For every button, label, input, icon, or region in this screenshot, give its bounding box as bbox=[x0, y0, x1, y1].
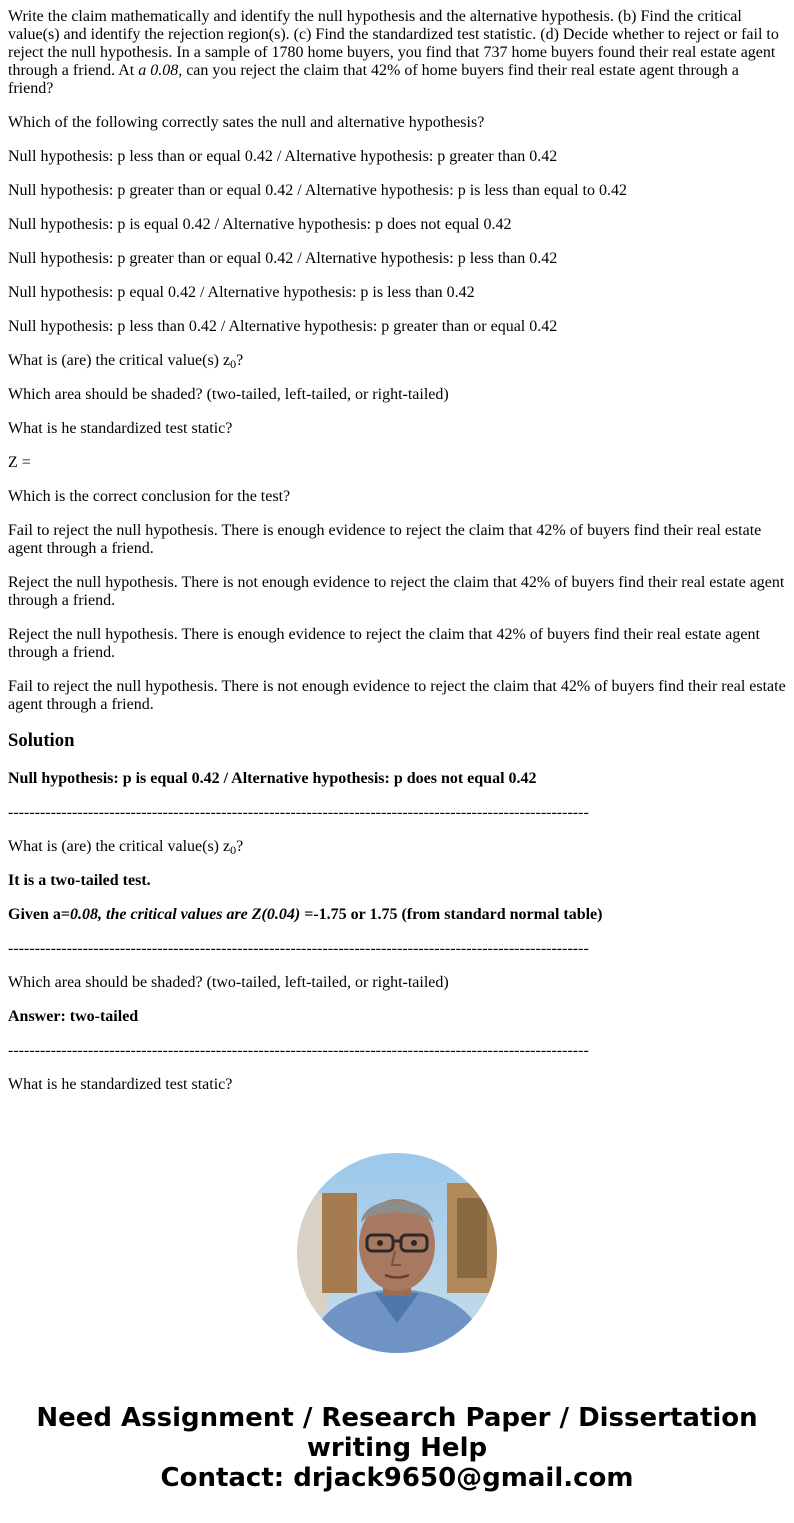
solution-critical-question: What is (are) the critical value(s) $z_0$? bbox=[8, 838, 244, 857]
alpha-value: a 0.08 bbox=[138, 62, 179, 79]
hypothesis-option: Null hypothesis: p is equal 0.42 / Alternative hypothesis: p does not equal 0.42 bbox=[8, 216, 512, 233]
divider: ------------------------------------------------------------------------------------------------------------- bbox=[8, 940, 589, 957]
promo-line: Need Assignment / Research Paper / Dissertation bbox=[36, 1403, 758, 1433]
shade-answer: Answer: two-tailed bbox=[8, 1008, 139, 1025]
z-label: Z = bbox=[8, 454, 31, 471]
test-statistic-question: What is he standardized test static? bbox=[8, 420, 233, 437]
hypothesis-option: Null hypothesis: p greater than or equal 0.42 / Alternative hypothesis: p less than 0.42 bbox=[8, 250, 558, 267]
promo-banner bbox=[0, 1403, 794, 1493]
conclusion-question: Which is the correct conclusion for the test? bbox=[8, 488, 291, 505]
critical-values-answer: Given a=0.08, the critical values are Z(0.04) =-1.75 or 1.75 (from standard normal table) bbox=[8, 906, 603, 923]
author-portrait-icon bbox=[297, 1153, 497, 1353]
solution-stat-question: What is he standardized test static? bbox=[8, 1076, 233, 1093]
author-avatar bbox=[297, 1153, 497, 1353]
promo-contact: Contact: drjack9650@gmail.com bbox=[160, 1463, 634, 1493]
promo-line: writing Help bbox=[306, 1433, 488, 1463]
divider: ------------------------------------------------------------------------------------------------------------- bbox=[8, 1042, 589, 1059]
solution-hypothesis-answer: Null hypothesis: p is equal 0.42 / Alternative hypothesis: p does not equal 0.42 bbox=[8, 770, 537, 787]
divider: ------------------------------------------------------------------------------------------------------------- bbox=[8, 804, 589, 821]
hypothesis-option: Null hypothesis: p less than or equal 0.42 / Alternative hypothesis: p greater than 0.42 bbox=[8, 148, 558, 165]
conclusion-option: Reject the null hypothesis. There is not enough evidence to reject the claim that 42% of buyers find their real estate agent through a friend. bbox=[8, 574, 785, 609]
two-tailed-statement: It is a two-tailed test. bbox=[8, 872, 151, 889]
conclusion-option: Reject the null hypothesis. There is enough evidence to reject the claim that 42% of buyers find their real estate agent through a friend. bbox=[8, 626, 760, 661]
conclusion-option: Fail to reject the null hypothesis. There is enough evidence to reject the claim that 42% of buyers find their real estate agent through a friend. bbox=[8, 522, 762, 557]
question-intro: Write the claim mathematically and identify the null hypothesis and the alternative hypothesis. (b) Find the critical value(s) and identify the rejection region(s). (c) Find the standardized test statistic. (d) Decide whether to reject or fail to reject the null hypothesis. In a sample of 1780 home buyers, you find that 737 home buyers found their real estate agent through a friend. At a 0.08, can you reject the claim that 42% of home buyers find their real estate agent through a friend? bbox=[8, 8, 779, 97]
hypothesis-option: Null hypothesis: p less than 0.42 / Alternative hypothesis: p greater than or equal 0.42 bbox=[8, 318, 558, 335]
shade-question: Which area should be shaded? (two-tailed, left-tailed, or right-tailed) bbox=[8, 386, 449, 403]
hypothesis-question: Which of the following correctly sates the null and alternative hypothesis? bbox=[8, 114, 485, 131]
hypothesis-option: Null hypothesis: p equal 0.42 / Alternative hypothesis: p is less than 0.42 bbox=[8, 284, 475, 301]
critical-value-question: What is (are) the critical value(s) $z_0$? bbox=[8, 352, 244, 371]
document-body bbox=[8, 8, 788, 1110]
conclusion-option: Fail to reject the null hypothesis. There is not enough evidence to reject the claim that 42% of buyers find their real estate agent through a friend. bbox=[8, 678, 786, 713]
hypothesis-option: Null hypothesis: p greater than or equal 0.42 / Alternative hypothesis: p is less than equal to 0.42 bbox=[8, 182, 627, 199]
solution-heading: Solution bbox=[8, 730, 75, 751]
solution-shade-question: Which area should be shaded? (two-tailed, left-tailed, or right-tailed) bbox=[8, 974, 449, 991]
